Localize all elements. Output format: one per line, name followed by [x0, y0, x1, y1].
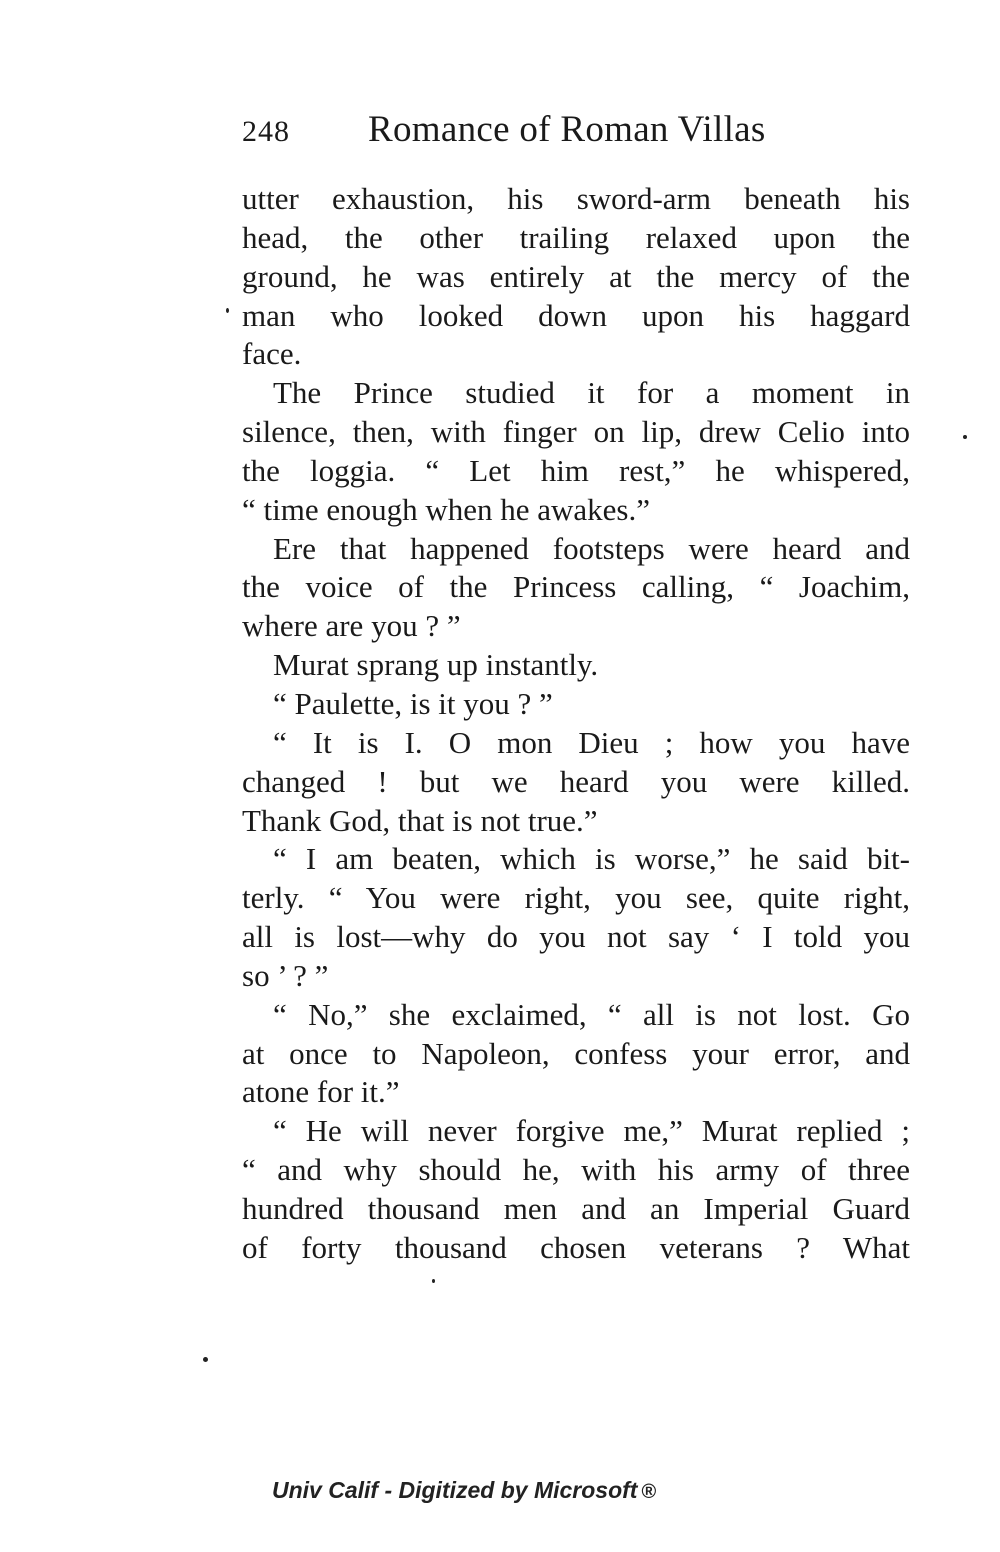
text-line: the voice of the Princess calling, “ Joachim, [242, 569, 910, 605]
scan-speck [226, 308, 229, 313]
paragraph-first-line: The Prince studied it for a moment in [273, 375, 910, 411]
text-line: silence, then, with finger on lip, drew Celio into [242, 414, 910, 450]
text-line: “ time enough when he awakes.” [242, 491, 651, 527]
running-title: Romance of Roman Villas [368, 109, 766, 150]
text-line: hundred thousand men and an Imperial Guard [242, 1190, 910, 1226]
text-line: changed ! but we heard you were killed. [242, 763, 910, 799]
text-line: utter exhaustion, his sword-arm beneath his [242, 181, 910, 216]
digitization-credit-text: Univ Calif - Digitized by Microsoft [272, 1477, 638, 1503]
scan-speck [963, 435, 967, 439]
paragraph-first-line: “ He will never forgive me,” Murat replied ; [273, 1113, 910, 1149]
text-line: the loggia. “ Let him rest,” he whispered, [242, 452, 910, 488]
text-line: all is lost—why do you not say ‘ I told you [242, 919, 910, 955]
text-line: atone for it.” [242, 1074, 400, 1110]
text-line: of forty thousand chosen veterans ? What [242, 1229, 910, 1265]
text-line: man who looked down upon his haggard [242, 297, 910, 333]
body-text [242, 180, 910, 1268]
scan-speck [203, 1357, 208, 1362]
microsoft-mark-icon: ® [641, 1481, 657, 1503]
scan-speck [432, 1279, 435, 1283]
text-line: terly. “ You were right, you see, quite right, [242, 880, 910, 916]
digitization-credit [272, 1472, 742, 1508]
paragraph-first-line: “ Paulette, is it you ? ” [273, 685, 553, 721]
text-line: face. [242, 336, 302, 372]
text-line: ground, he was entirely at the mercy of the [242, 258, 910, 294]
text-line: where are you ? ” [242, 608, 461, 644]
paragraph-first-line: “ No,” she exclaimed, “ all is not lost. Go [273, 996, 910, 1032]
paragraph-first-line: Murat sprang up instantly. [273, 647, 599, 683]
text-line: at once to Napoleon, confess your error, and [242, 1035, 910, 1071]
paragraph-first-line: “ I am beaten, which is worse,” he said bit- [273, 841, 910, 877]
paragraph-first-line: Ere that happened footsteps were heard and [273, 530, 910, 566]
running-head [242, 104, 812, 156]
text-line: Thank God, that is not true.” [242, 802, 598, 838]
text-line: “ and why should he, with his army of three [242, 1152, 910, 1188]
page-number: 248 [242, 115, 290, 148]
text-line: so ’ ? ” [242, 957, 329, 993]
paragraph-first-line: “ It is I. O mon Dieu ; how you have [273, 724, 910, 760]
text-line: head, the other trailing relaxed upon the [242, 219, 910, 255]
